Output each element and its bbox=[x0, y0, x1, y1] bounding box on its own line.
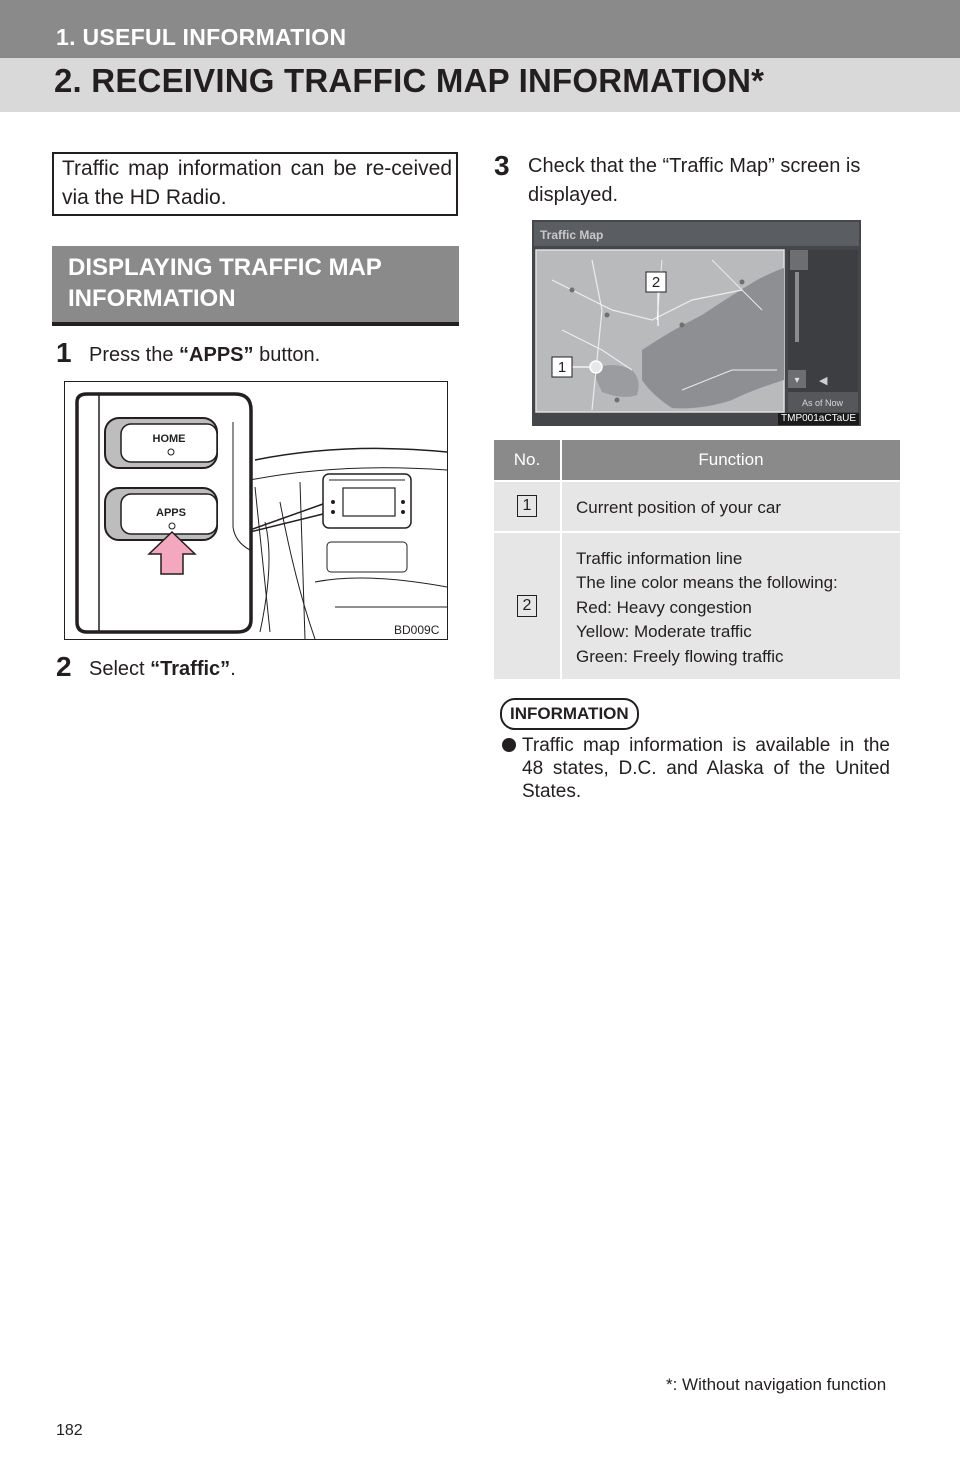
intro-text: Traffic map information can be re-ceived via the HD Radio. bbox=[62, 157, 452, 209]
head-unit-drawing bbox=[65, 382, 447, 639]
function-line: The line color means the following: bbox=[576, 573, 838, 592]
step-2-keyword: “Traffic” bbox=[150, 658, 231, 680]
step-3-number: 3 bbox=[494, 150, 510, 181]
map-callout-2: 2 bbox=[651, 274, 661, 291]
step-1-keyword: “APPS” bbox=[179, 344, 254, 366]
information-label: INFORMATION bbox=[500, 698, 639, 730]
map-callout-1: 1 bbox=[557, 359, 567, 376]
callout-number-box: 2 bbox=[517, 595, 537, 617]
step-1-text bbox=[89, 341, 320, 370]
function-line: Green: Freely flowing traffic bbox=[576, 646, 784, 666]
table-header-row bbox=[494, 440, 900, 481]
step-2-prefix: Select bbox=[89, 658, 151, 680]
scroll-down-icon: ▾ bbox=[794, 375, 800, 386]
step-1-number: 1 bbox=[56, 337, 72, 368]
step-1-suffix: button. bbox=[253, 344, 321, 366]
function-line: Yellow: Moderate traffic bbox=[576, 622, 752, 641]
step-2-suffix: . bbox=[230, 658, 236, 680]
callout-number-box: 1 bbox=[517, 495, 537, 517]
function-line: Current position of your car bbox=[576, 498, 782, 517]
footnote: *: Without navigation function bbox=[666, 1375, 887, 1394]
traffic-map-screenshot bbox=[532, 220, 861, 426]
table-row bbox=[494, 532, 900, 680]
function-table bbox=[494, 440, 900, 679]
chapter-title: 2. RECEIVING TRAFFIC MAP INFORMATION* bbox=[54, 62, 765, 99]
function-line: Traffic information line bbox=[576, 548, 743, 568]
table-cell-no bbox=[494, 532, 561, 680]
page-number: 182 bbox=[56, 1422, 83, 1439]
table-header-no: No. bbox=[494, 440, 561, 481]
speaker-icon: ◀ bbox=[819, 375, 828, 387]
function-line: Red: Heavy congestion bbox=[576, 597, 752, 617]
step-1-prefix: Press the bbox=[89, 344, 180, 366]
bullet-icon bbox=[502, 738, 516, 752]
information-text: Traffic map information is available in the 48 states, D.C. and Alaska of the United States. bbox=[522, 735, 890, 802]
map-screen-title: Traffic Map bbox=[540, 228, 604, 242]
apps-button-label: APPS bbox=[156, 507, 186, 519]
home-button-label: HOME bbox=[152, 433, 186, 445]
section-title: 1. USEFUL INFORMATION bbox=[56, 24, 347, 50]
table-cell-function bbox=[561, 532, 900, 680]
step-2-number: 2 bbox=[56, 651, 72, 682]
step-3-text: Check that the “Traffic Map” screen is displayed. bbox=[528, 155, 861, 206]
traffic-map-drawing bbox=[532, 220, 861, 426]
head-unit-illustration bbox=[64, 381, 448, 640]
table-row bbox=[494, 481, 900, 532]
map-image-code: TMP001aCTaUE bbox=[778, 413, 859, 425]
step-2-text bbox=[89, 655, 236, 684]
as-of-now-label: As of Now bbox=[802, 398, 844, 408]
table-cell-function bbox=[561, 481, 900, 532]
subheading-title: DISPLAYING TRAFFIC MAP INFORMATION bbox=[68, 254, 382, 312]
table-header-function: Function bbox=[561, 440, 900, 481]
illustration-code: BD009C bbox=[394, 623, 440, 637]
table-cell-no bbox=[494, 481, 561, 532]
